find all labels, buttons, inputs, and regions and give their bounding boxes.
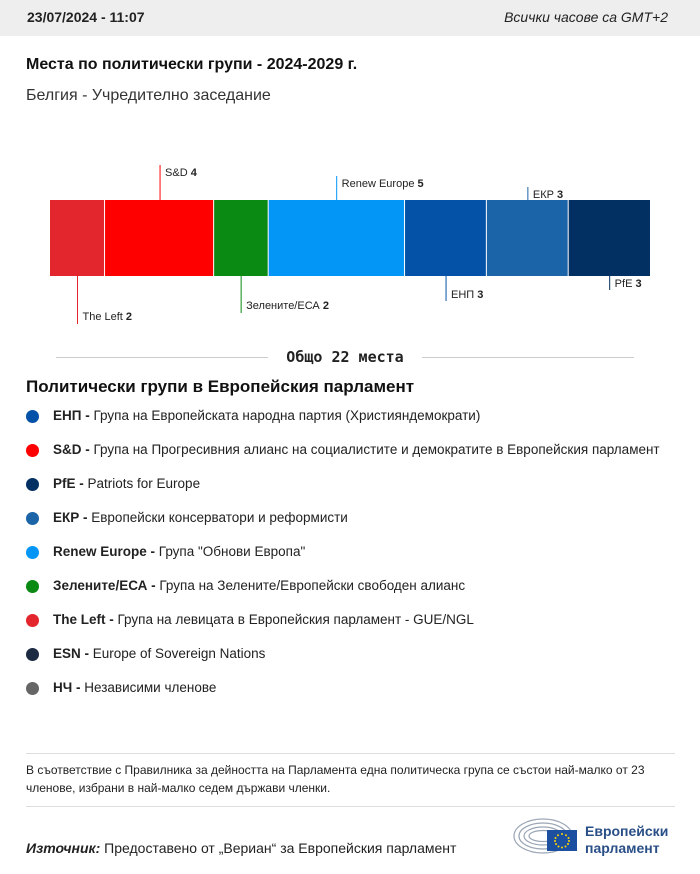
logo-line-1: Европейски xyxy=(585,823,669,839)
legend-dot-icon xyxy=(26,444,39,457)
legend-abbr: НЧ - xyxy=(53,680,85,695)
total-seats: Общо 22 места xyxy=(286,348,404,366)
legend-desc: Група на Европейската народна партия (Християндемократи) xyxy=(93,408,481,423)
legend-item xyxy=(26,611,666,629)
legend-desc: Група на левицата в Европейския парламент - GUE/NGL xyxy=(117,612,474,627)
segment-label: ЕКР 3 xyxy=(532,189,564,201)
legend-item xyxy=(26,475,666,493)
divider xyxy=(26,806,675,807)
datetime: 23/07/2024 - 11:07 xyxy=(27,9,145,25)
legend-desc: Група на Зелените/Европейски свободен алианс xyxy=(159,578,466,593)
legend-abbr: Зелените/ЕСА - xyxy=(53,578,160,593)
segment-label: PfE 3 xyxy=(614,278,642,290)
legend-abbr: ЕКР - xyxy=(53,510,92,525)
bar-segment xyxy=(486,200,568,276)
source-text: Предоставено от „Вериан“ за Европейския парламент xyxy=(104,840,457,856)
legend-abbr: ESN - xyxy=(53,646,93,661)
legend-desc: Европейски консерватори и реформисти xyxy=(91,510,348,525)
legend xyxy=(26,407,666,713)
legend-item xyxy=(26,509,666,527)
divider-right xyxy=(422,357,634,358)
ep-logo xyxy=(513,816,683,856)
chart-subtitle: Белгия - Учредително заседание xyxy=(26,87,271,104)
bar-segment xyxy=(268,200,404,276)
bar-segment xyxy=(405,200,487,276)
legend-desc: Patriots for Europe xyxy=(87,476,201,491)
legend-item xyxy=(26,441,666,459)
legend-item xyxy=(26,543,666,561)
legend-desc: Europe of Sovereign Nations xyxy=(92,646,266,661)
segment-label: S&D 4 xyxy=(165,167,197,179)
top-bar xyxy=(0,0,700,36)
segment-label: ЕНП 3 xyxy=(451,289,484,301)
legend-abbr: PfE - xyxy=(53,476,88,491)
legend-abbr: ЕНП - xyxy=(53,408,94,423)
timezone-note: Всички часове са GMT+2 xyxy=(504,9,668,25)
logo-line-2: парламент xyxy=(585,840,660,856)
source-label: Източник: xyxy=(26,840,101,856)
legend-item xyxy=(26,645,666,663)
legend-abbr: The Left - xyxy=(53,612,118,627)
legend-dot-icon xyxy=(26,648,39,661)
divider xyxy=(26,753,675,754)
legend-desc: Независими членове xyxy=(84,680,217,695)
bar-segment xyxy=(568,200,650,276)
legend-dot-icon xyxy=(26,512,39,525)
legend-desc: Група на Прогресивния алианс на социалистите и демократите в Европейския парламент xyxy=(93,442,660,457)
legend-abbr: S&D - xyxy=(53,442,94,457)
segment-label: Зелените/ЕСА 2 xyxy=(246,300,329,312)
legend-dot-icon xyxy=(26,546,39,559)
legend-dot-icon xyxy=(26,614,39,627)
legend-item xyxy=(26,679,666,697)
legend-dot-icon xyxy=(26,682,39,695)
segment-label: The Left 2 xyxy=(82,311,133,323)
legend-item xyxy=(26,407,666,425)
legend-desc: Група "Обнови Европа" xyxy=(158,544,306,559)
legend-dot-icon xyxy=(26,478,39,491)
legend-title: Политически групи в Европейския парламент xyxy=(26,377,415,396)
ep-logo-icon xyxy=(513,816,581,856)
legend-item xyxy=(26,577,666,595)
total-row xyxy=(56,347,634,369)
source xyxy=(26,840,456,856)
bar-segment xyxy=(50,200,105,276)
legend-dot-icon xyxy=(26,410,39,423)
bar-segment xyxy=(105,200,214,276)
footnote: В съответствие с Правилника за дейността на Парламента една политическа група се състои най-малко от 23 членове, избрани в най-малко седем държави членки. xyxy=(26,763,645,795)
bar-segment xyxy=(214,200,269,276)
legend-dot-icon xyxy=(26,580,39,593)
legend-abbr: Renew Europe - xyxy=(53,544,159,559)
chart-title: Места по политически групи - 2024-2029 г. xyxy=(26,56,358,73)
seat-bar-chart xyxy=(0,150,700,340)
segment-label: Renew Europe 5 xyxy=(341,178,424,190)
